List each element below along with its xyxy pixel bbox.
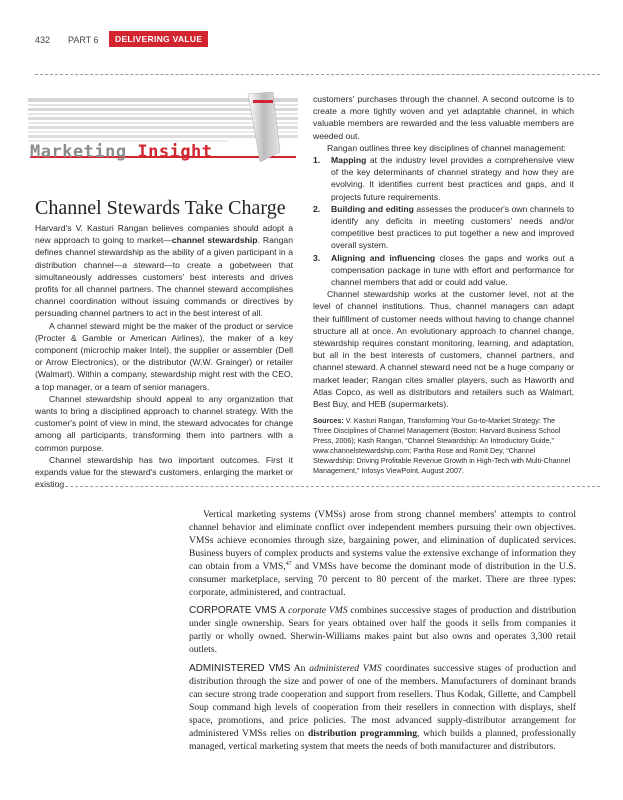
- box-paragraph: Channel stewardship has two important outcomes. First it expands value for the steward's customers, enlarging the market or existing: [35, 454, 293, 490]
- top-divider: [35, 74, 600, 75]
- discipline-number: 2.: [313, 203, 321, 214]
- paragraph-text: combines successive stages of production and distribution under single ownership. Sears for years obtained over half the goods it sells from companies it partly or wholly owned. Sherwin-Williams makes paint but also owns and operates 3,300 retail outlets.: [189, 605, 576, 655]
- corporate-vms-heading: CORPORATE VMS: [189, 605, 277, 616]
- discipline-text: closes the gaps and works out a compensation package in tune with effort and performance for channel members that add or could add value.: [331, 252, 574, 288]
- discipline-text: at the industry level provides a comprehensive view of the key determinants of channel strategy and how they are evolving. It identifies current best practices and gaps, and it projects future requirements.: [331, 155, 574, 202]
- paragraph-text: coordinates successive stages of production and distribution through the size and power of one of the members. Manufacturers of dominant brands can secure strong trade cooperation and support from resellers. Thus Kodak, Gillette, and Campbell Soup command high levels of cooperation from their resellers in connection with displays, shelf space, promotions, and price policies. The most advanced supply-distributor arrangement for administered VMSs relies on: [189, 663, 576, 739]
- box-paragraph: Channel stewardship works at the customer level, not at the level of channel institutions. Thus, channel managers can adapt their fulfillment of customer needs without having to change channel structure all at once. An evolutionary approach to channel change, stewardship requires constant monitoring, learning, and adaptation, but all in the best interests of customers, channel partners, and channel steward. A channel steward need not be a huge company or market leader; Rangan cites smaller players, such as Haworth and Atlas Copco, as well as distributors and retailers such as Walmart, Best Buy, and HEB (supermarkets).: [313, 289, 574, 410]
- discipline-text: assesses the producer's own channels to identify any deficits in meeting customers' needs and/or competitive best practices to put together a new and improved overall system.: [331, 203, 574, 251]
- discipline-title: Mapping: [331, 155, 367, 166]
- discipline-number: 3.: [313, 252, 321, 263]
- box-bottom-divider: [35, 486, 600, 487]
- sources-note: [313, 416, 574, 476]
- banner-graphic: [28, 92, 298, 180]
- paragraph-text: Harvard's V. Kasturi Rangan believes companies should adopt a new approach to going to market—: [35, 223, 293, 246]
- term-italic: corporate VMS: [288, 605, 348, 616]
- sources-label: Sources:: [313, 416, 344, 426]
- box-heading: Channel Stewards Take Charge: [35, 197, 286, 219]
- main-paragraph-intro: [189, 508, 576, 599]
- banner-title: [30, 142, 213, 162]
- paragraph-text: Vertical marketing systems (VMSs) arose from strong channel members' attempts to control channel behavior and eliminate conflict over independent members pursuing their own objectives. VMSs achieve economies through size, bargaining power, and elimination of duplicated services. Business buyers of complex products and systems value the extensive exchange of information they can obtain from a VMS,: [189, 509, 576, 572]
- discipline-number: 1.: [313, 155, 321, 166]
- term-bold: channel stewardship: [171, 235, 258, 246]
- term-italic: administered VMS: [309, 663, 382, 674]
- discipline-title: Building and editing: [331, 203, 414, 214]
- section-label: DELIVERING VALUE: [109, 31, 208, 47]
- box-right-column: [313, 93, 574, 476]
- term-bold: distribution programming: [307, 728, 417, 739]
- box-paragraph: Channel stewardship should appeal to any organization that wants to bring a disciplined approach to channel strategy. With the customer's point of view in mind, the steward advocates for change among all participants, transforming them into partners with a common purpose.: [35, 393, 293, 453]
- part-label: PART 6: [68, 35, 99, 45]
- main-paragraph-administered: [189, 662, 576, 753]
- discipline-item: [313, 154, 574, 203]
- footnote-ref: 47: [285, 560, 292, 567]
- box-left-column: [35, 222, 293, 490]
- paragraph-text: and VMSs have become the dominant mode of distribution in the U.S. consumer marketplace, serving 70 percent to 80 percent of the market. There are three types: corporate, administered, and contractual.: [189, 561, 576, 598]
- sources-text: V. Kasturi Rangan, Transforming Your Go-to-Market Strategy: The Three Disciplines of Channel Management (Boston: Harvard Business School Press, 2006); Kash Rangan, “Channel Stewardship: An Introductory Guide,” www.channelstewardship.com; Partha Rose and Romit Dey, “Channel Stewardship: Driving Profitable Revenue Growth in High-Tech with Multi-Channel Management,” Infosys ViewPoint, August 2007.: [313, 416, 571, 476]
- intro-wrap: [189, 508, 576, 599]
- discipline-item: [313, 252, 574, 289]
- box-paragraph: customers' purchases through the channel. A second outcome is to create a more tightly woven and yet adaptable channel, in which valuable members are rewarded and the less valuable members are weeded out.: [313, 94, 574, 141]
- discipline-title: Aligning and influencing: [331, 252, 436, 263]
- paragraph-text: An: [290, 663, 310, 674]
- box-paragraph: A channel steward might be the maker of the product or service (Procter & Gamble or American Airlines), the maker of a key component (microchip maker Intel), the supplier or assembler (Dell or Arrow Electronics), or the distributor (W.W. Grainger) or retailer (Walmart). Within a company, stewardship might rest with the CEO, a top manager, or a team of senior managers.: [35, 320, 293, 392]
- banner-word-insight: Insight: [137, 142, 213, 162]
- paragraph-text: A: [276, 605, 289, 616]
- discipline-item: [313, 203, 574, 252]
- main-paragraph-corporate: [189, 604, 576, 656]
- administered-vms-heading: ADMINISTERED VMS: [189, 663, 291, 674]
- paragraph-text: , which builds a planned, professionally managed, vertical marketing system that meets the needs of both manufacturer and distributors.: [189, 728, 577, 752]
- box-paragraph: [35, 222, 293, 320]
- paragraph-text: . Rangan defines channel stewardship as the ability of a given participant in a distribution channel—a steward—to create a gobetween that simultaneously addresses customers' best interests and drives profits for all channel partners. The channel steward accomplishes channel coordination without issuing commands or directives by persuading channel partners to act in the best interest of all.: [35, 235, 293, 319]
- box-paragraph: Rangan outlines three key disciplines of channel management:: [327, 142, 566, 153]
- banner-word-marketing: Marketing: [30, 142, 127, 162]
- page-number: 432: [35, 35, 51, 45]
